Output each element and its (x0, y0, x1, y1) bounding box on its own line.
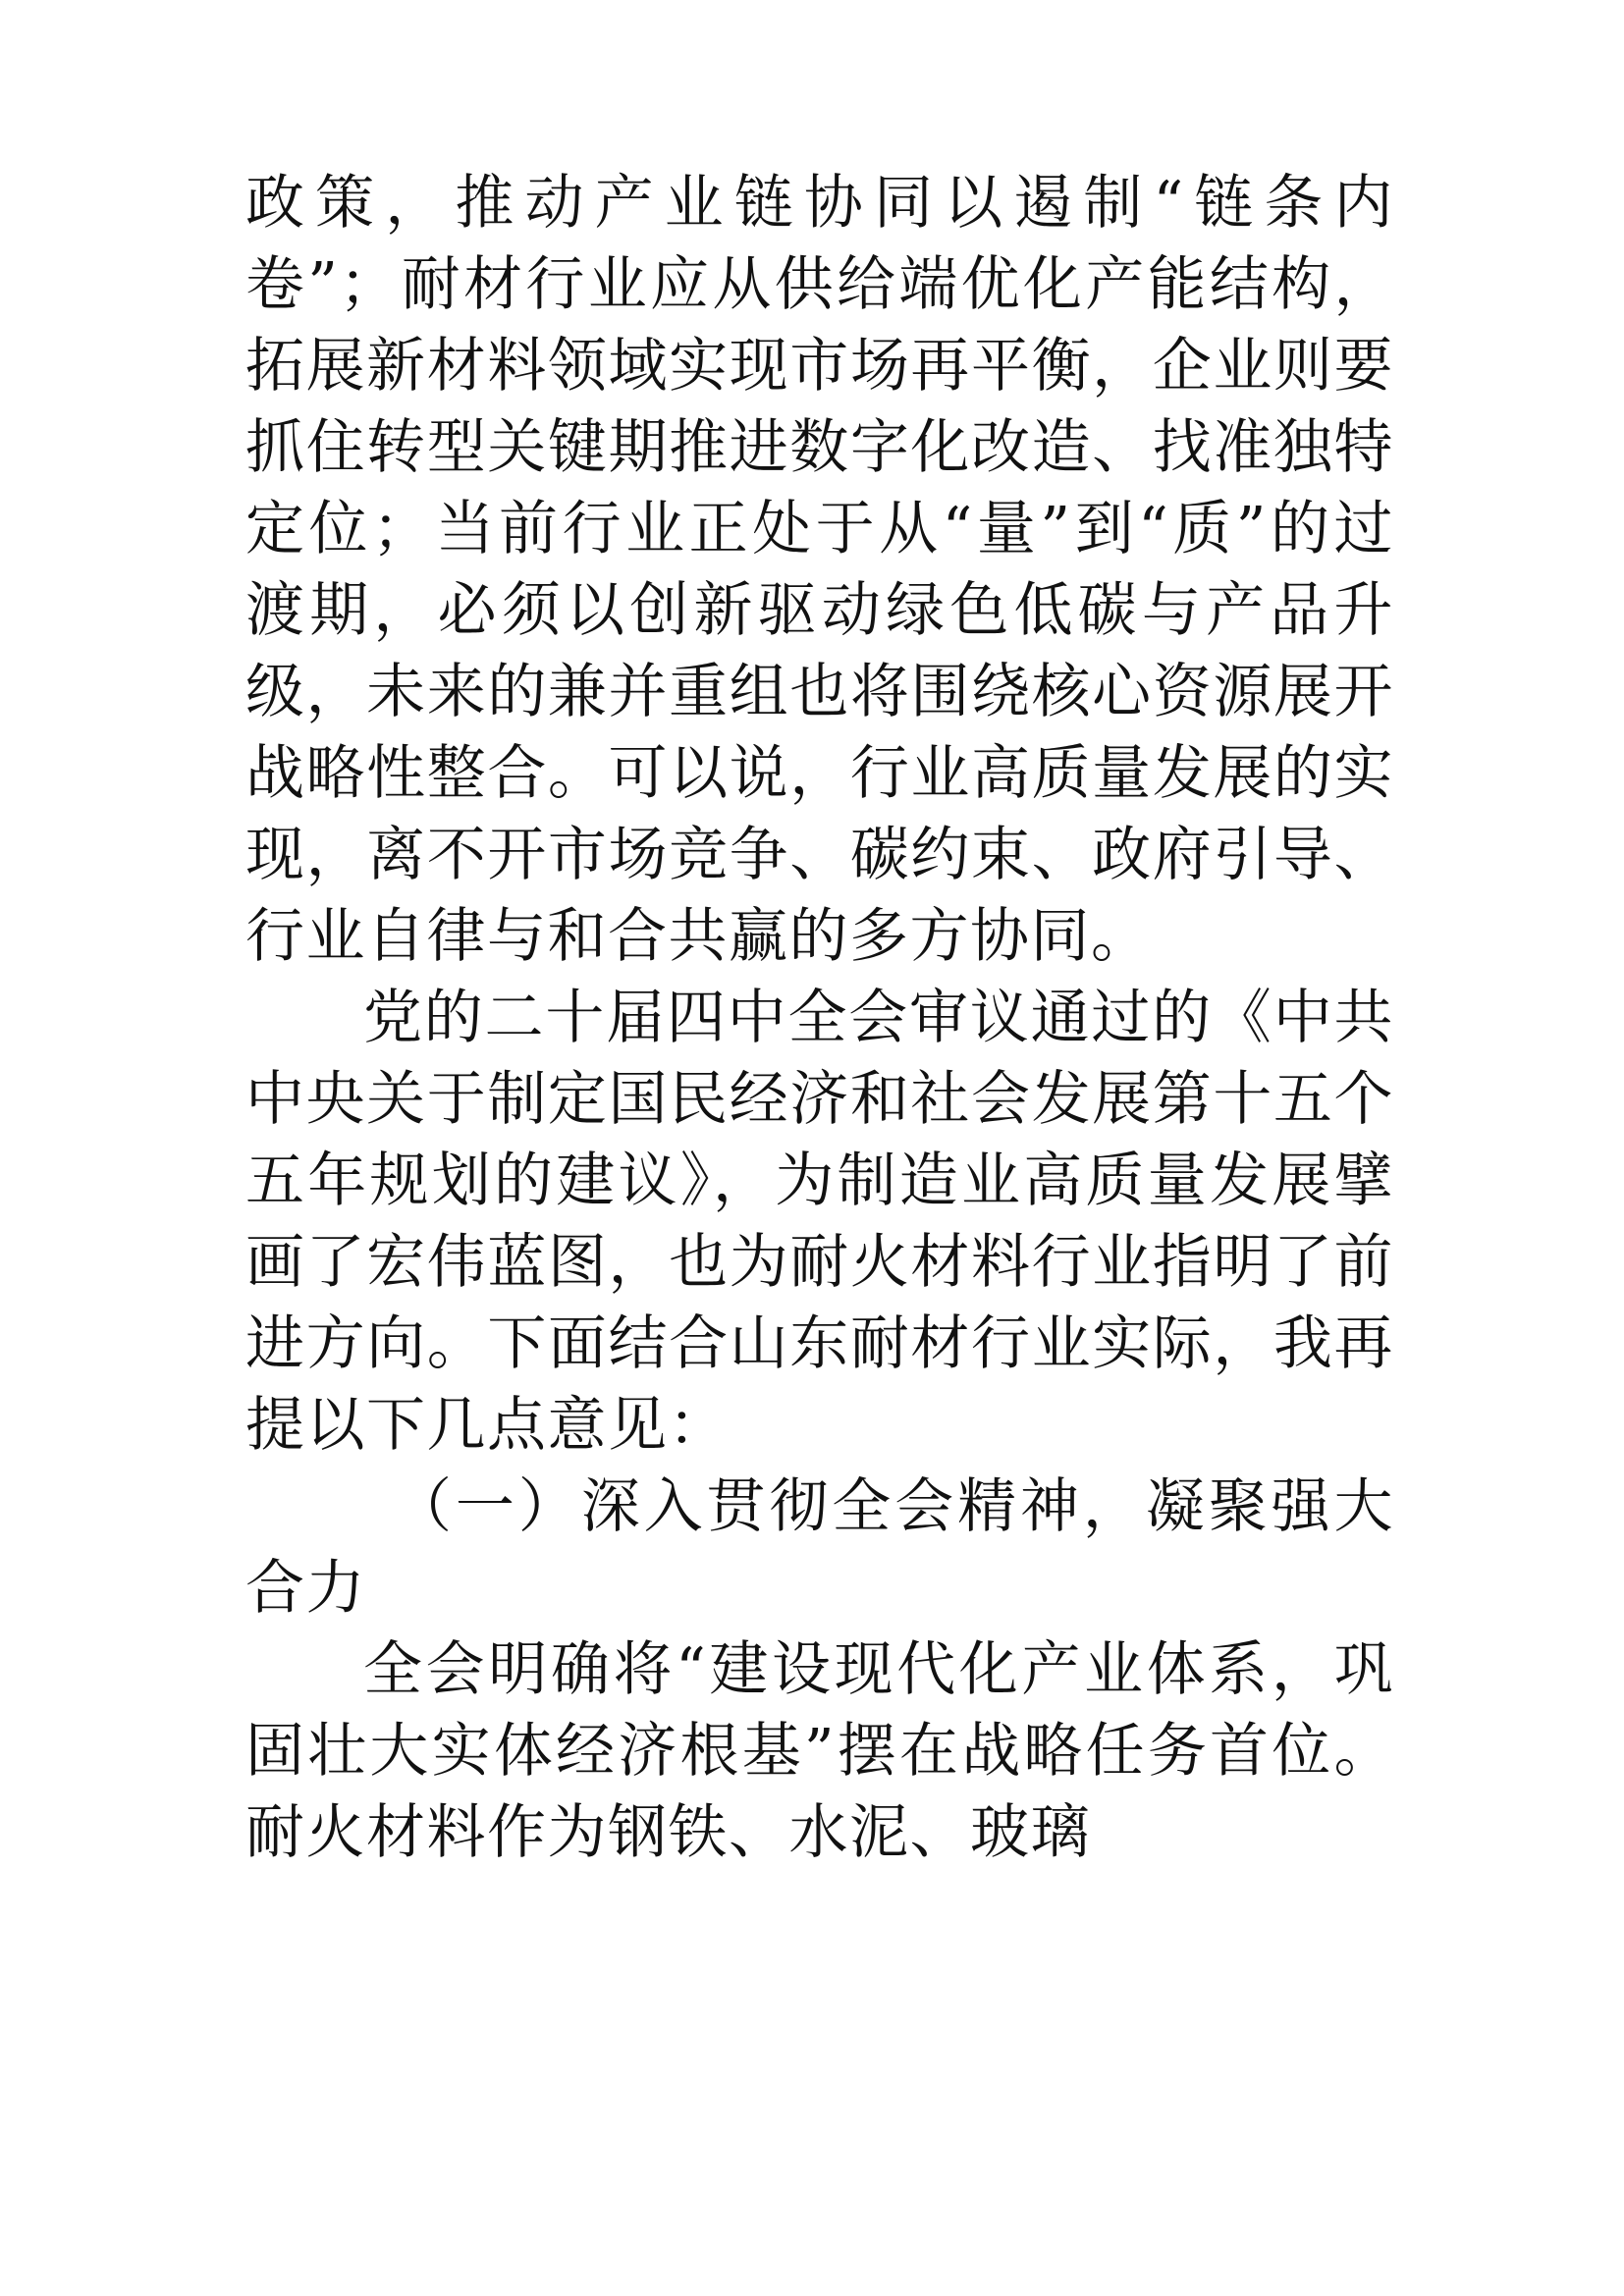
section-heading-1: （一）深入贯彻全会精神，凝聚强大合力 (245, 1472, 1394, 1623)
paragraph-plenum: 党的二十届四中全会审议通过的《中共中央关于制定国民经济和社会发展第十五个五年规划的建议》，为制造业高质量发展擘画了宏伟蓝图，也为耐火材料行业指明了前进方向。下面结合山东耐材行业实际，我再提以下几点意见： (245, 984, 1394, 1460)
paragraph-section-1: 全会明确将“建设现代化产业体系，巩固壮大实体经济根基”摆在战略任务首位。耐火材料作为钢铁、水泥、玻璃 (245, 1635, 1394, 1867)
paragraph-continuation: 政策，推动产业链协同以遏制“链条内卷”；耐材行业应从供给端优化产能结构，拓展新材料领域实现市场再平衡，企业则要抓住转型关键期推进数字化改造、找准独特定位；当前行业正处于从“量”到“质”的过渡期，必须以创新驱动绿色低碳与产品升级，未来的兼并重组也将围绕核心资源展开战略性整合。可以说，行业高质量发展的实现，离不开市场竞争、碳约束、政府引导、行业自律与和合共赢的多方协同。 (245, 169, 1394, 971)
body-text (245, 163, 1394, 1874)
